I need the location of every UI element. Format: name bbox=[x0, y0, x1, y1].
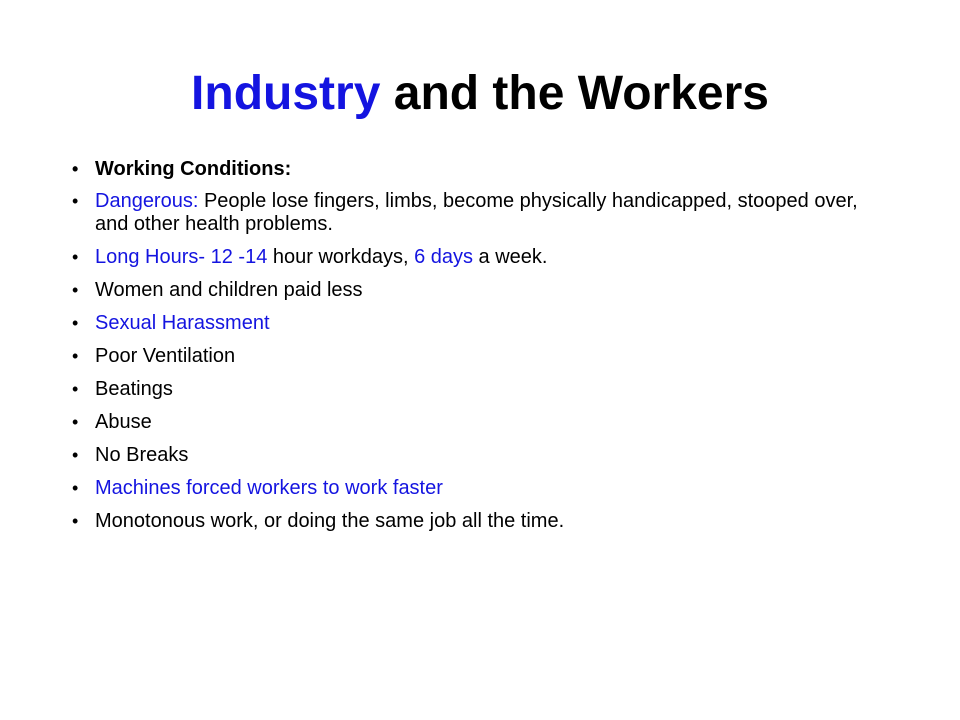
bullet-highlight: Machines forced workers to work faster bbox=[95, 477, 443, 499]
bullet-item-poor-ventilation bbox=[72, 345, 892, 368]
bullet-dot-icon: • bbox=[72, 159, 79, 179]
bullet-item-abuse bbox=[72, 411, 892, 434]
bullet-dot-icon: • bbox=[72, 313, 79, 333]
bullet-dot-icon: • bbox=[72, 478, 79, 498]
bullet-text: Working Conditions: bbox=[95, 158, 292, 180]
title-accent-word: Industry bbox=[191, 67, 381, 120]
bullet-item-monotonous bbox=[72, 510, 892, 533]
bullet-text: Beatings bbox=[95, 378, 173, 400]
bullet-item-no-breaks bbox=[72, 444, 892, 467]
bullet-list bbox=[72, 158, 892, 543]
bullet-text: Abuse bbox=[95, 411, 152, 433]
bullet-item-dangerous bbox=[72, 190, 892, 236]
bullet-dot-icon: • bbox=[72, 280, 79, 300]
bullet-dot-icon: • bbox=[72, 511, 79, 531]
bullet-text: Women and children paid less bbox=[95, 279, 363, 301]
title-rest: and the Workers bbox=[380, 67, 769, 120]
bullet-item-beatings bbox=[72, 378, 892, 401]
bullet-dot-icon: • bbox=[72, 247, 79, 267]
bullet-dot-icon: • bbox=[72, 379, 79, 399]
bullet-dot-icon: • bbox=[72, 346, 79, 366]
bullet-highlight: 6 days bbox=[414, 246, 473, 268]
bullet-highlight: Sexual Harassment bbox=[95, 312, 270, 334]
bullet-text: Poor Ventilation bbox=[95, 345, 236, 367]
bullet-highlight: Dangerous: bbox=[95, 190, 199, 212]
bullet-item-women-children bbox=[72, 279, 892, 302]
bullet-dot-icon: • bbox=[72, 191, 79, 211]
bullet-item-long-hours bbox=[72, 246, 892, 269]
bullet-item-working-conditions bbox=[72, 158, 892, 181]
bullet-text: People lose fingers, limbs, become physically handicapped, stooped over, and other health problems. bbox=[95, 190, 858, 235]
bullet-item-sexual-harassment bbox=[72, 312, 892, 335]
bullet-text: a week. bbox=[473, 246, 548, 268]
bullet-dot-icon: • bbox=[72, 412, 79, 432]
bullet-text: No Breaks bbox=[95, 444, 189, 466]
bullet-highlight: Long Hours- 12 -14 bbox=[95, 246, 268, 268]
bullet-text: Monotonous work, or doing the same job all the time. bbox=[95, 510, 565, 532]
bullet-text: hour workdays, bbox=[267, 246, 415, 268]
slide-title bbox=[0, 58, 960, 130]
bullet-dot-icon: • bbox=[72, 445, 79, 465]
bullet-item-machines bbox=[72, 477, 892, 500]
